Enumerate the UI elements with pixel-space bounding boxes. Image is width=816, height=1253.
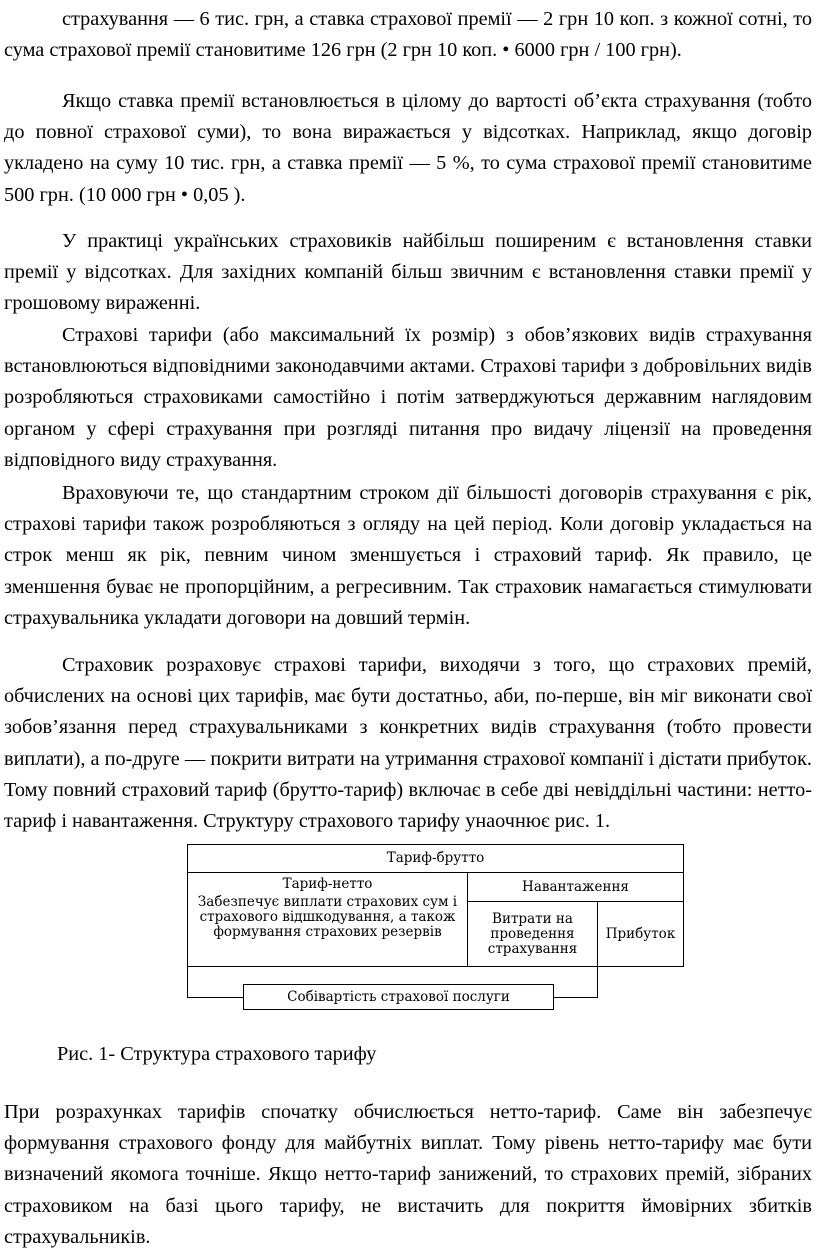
figure-caption: Рис. 1- Структура страхового тарифу: [57, 1043, 377, 1065]
brutto-tariff-label: Тариф-брутто: [386, 850, 485, 866]
service-cost-label: Собівартість страхової послуги: [287, 988, 510, 1005]
brutto-tariff-box: [187, 844, 684, 873]
expenses-box: [467, 901, 598, 967]
profit-box: [597, 901, 684, 967]
connector-right-vertical: [597, 966, 598, 998]
paragraph-1: страхування — 6 тис. грн, а ставка страхової премії — 2 грн 10 коп. з кожної сотні, то сума страхової премії становитиме 126 грн (2 грн 10 коп. • 6000 грн / 100 грн).: [4, 8, 812, 62]
netto-tariff-description: Забезпечує виплати страхових сум і страхового відшкодування, а також формування страхових резервів: [197, 894, 458, 940]
netto-tariff-box: [187, 872, 468, 967]
connector-left-vertical: [187, 966, 188, 998]
loading-label: Навантаження: [522, 878, 629, 895]
paragraph-2: Якщо ставка премії встановлюється в цілому до вартості об’єкта страхування (тобто до повної страхової суми), то вона виражається у відсотках. Наприклад, якщо договір укладено на суму 10 тис. грн, а ставка премії — 5 %, то сума страхової премії становитиме 500 грн. (10 000 грн • 0,05 ).: [4, 90, 812, 206]
paragraph-4: Страхові тарифи (або максимальний їх розмір) з обов’язкових видів страхування встановлюються відповідними законодавчими актами. Страхові тарифи з добровільних видів розробляються страховиками самостійно і потім затверджуються державним наглядовим органом у сфері страхування при розгляді питання про видачу ліцензії на проведення відповідного виду страхування.: [4, 324, 812, 471]
paragraph-5: Враховуючи те, що стандартним строком дії більшості договорів страхування є рік, страхові тарифи також розробляються з огляду на цей період. Коли договір укладається на строк менш як рік, певним чином зменшується і страховий тариф. Як правило, це зменшення буває не пропорційним, а регресивним. Так страховик намагається стимулювати страхувальника укладати договори на довший термін.: [4, 482, 812, 629]
paragraph-6: Страховик розраховує страхові тарифи, виходячи з того, що страхових премій, обчислених на основі цих тарифів, має бути достатньо, аби, по-перше, він міг виконати свої зобов’язання перед страхувальниками з конкретних видів страхування (тобто провести виплати), а по-друге — покрити витрати на утримання страхової компанії і дістати прибуток. Тому повний страховий тариф (брутто-тариф) включає в себе дві невіддільні частини: нетто-тариф і навантаження. Структуру страхового тарифу унаочнює рис. 1.: [4, 654, 812, 833]
paragraph-7: При розрахунках тарифів спочатку обчислюється нетто-тариф. Саме він забезпечує формування страхового фонду для майбутніх виплат. Тому рівень нетто-тарифу має бути визначений якомога точніше. Якщо нетто-тариф занижений, то страхових премій, зібраних страховиком на базі цього тарифу, не вистачить для покриття ймовірних збитків страхувальників.: [4, 1101, 812, 1248]
connector-right-horizontal: [553, 997, 598, 998]
loading-box: [467, 872, 684, 902]
connector-left-horizontal: [187, 997, 244, 998]
expenses-label: Витрати на проведення страхування: [487, 910, 578, 957]
service-cost-box: [243, 984, 554, 1010]
netto-tariff-label: Тариф-нетто: [282, 876, 373, 892]
paragraph-3: У практиці українських страховиків найбільш поширеним є встановлення ставки премії у відсотках. Для західних компаній більш звичним є встановлення ставки премії у грошовому вираженні.: [4, 230, 812, 315]
profit-label: Прибуток: [605, 925, 676, 942]
